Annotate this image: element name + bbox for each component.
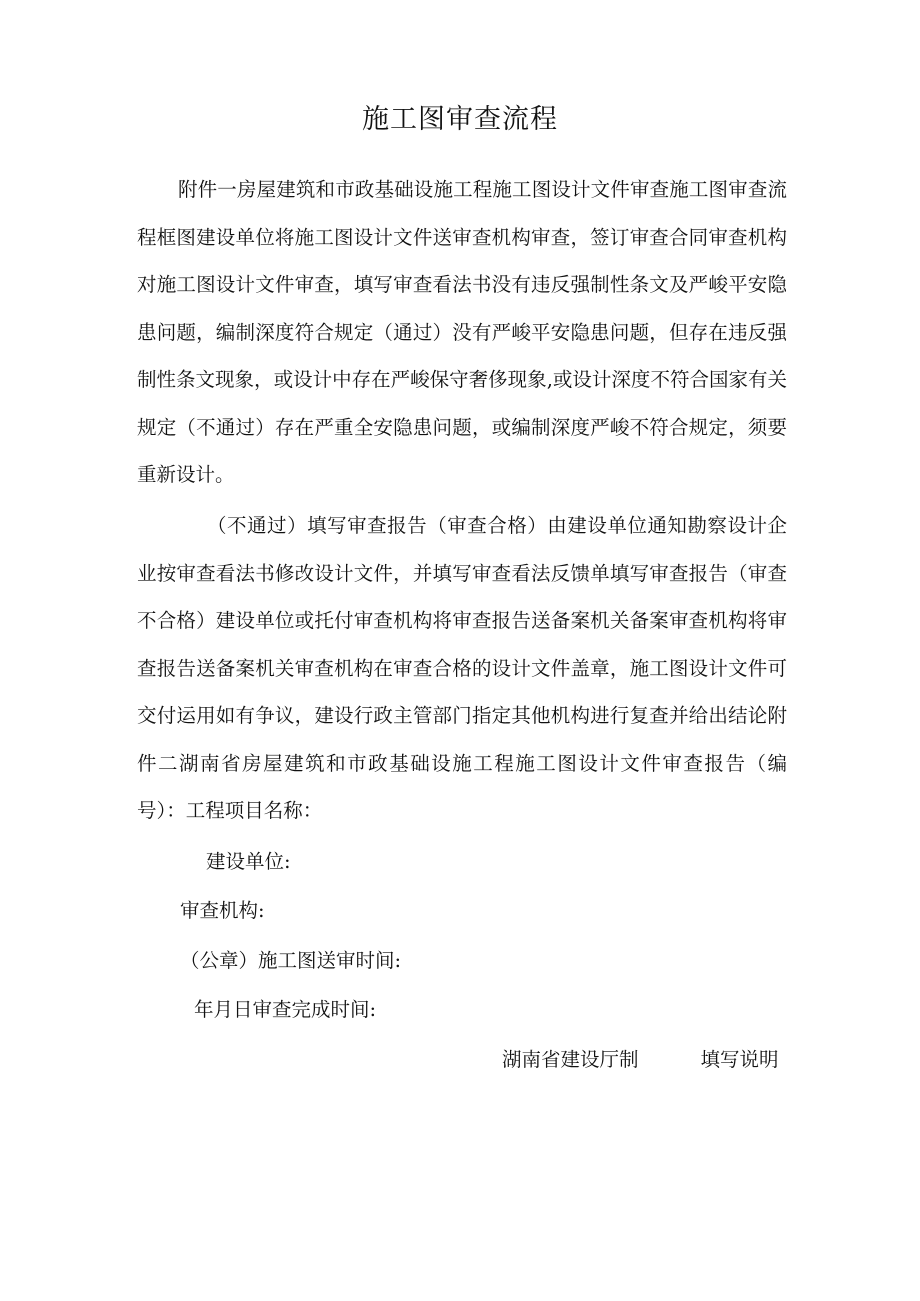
construction-unit-field: 建设单位: [206,850,291,873]
completion-time-field: 年月日审查完成时间: [194,998,377,1021]
body-paragraph-2: （不通过）填写审查报告（审查合格）由建设单位通知勘察设计企业按审查看法书修改设计文件，并填写审查看法反馈单填写审查报告（审查不合格）建设单位或托付审查机构将审查报告送备案机关备案审查机构将审查报告送备案机关审查机构在审查合格的设计文件盖章，施工图设计文件可交付运用如有争议，建设行政主管部门指定其他机构进行复查并给出结论附件二湖南省房屋建筑和市政基础设施工程施工图设计文件审查报告（编号）：工程项目名称： [137,514,787,822]
instructions-heading: 填写说明 [700,1048,779,1071]
footer-line [502,1045,787,1075]
review-agency-field: 审查机构: [180,899,265,922]
seal-submission-time-field: （公章）施工图送审时间: [180,949,402,972]
body-paragraph-1: 附件一房屋建筑和市政基础设施工程施工图设计文件审查施工图审查流程框图建设单位将施工图设计文件送审查机构审查，签订审查合同审查机构对施工图设计文件审查，填写审查看法书没有违反强制性条文及严峻平安隐患问题，编制深度符合规定（通过）没有严峻平安隐患问题，但存在违反强制性条文现象，或设计中存在严峻保守奢侈现象,或设计深度不符合国家有关规定（不通过）存在严重全安隐患问题，或编制深度严峻不符合规定，须要重新设计。 [137,178,787,486]
document-title: 施工图审查流程 [362,104,558,135]
issuer-label: 湖南省建设厅制 [502,1048,639,1071]
